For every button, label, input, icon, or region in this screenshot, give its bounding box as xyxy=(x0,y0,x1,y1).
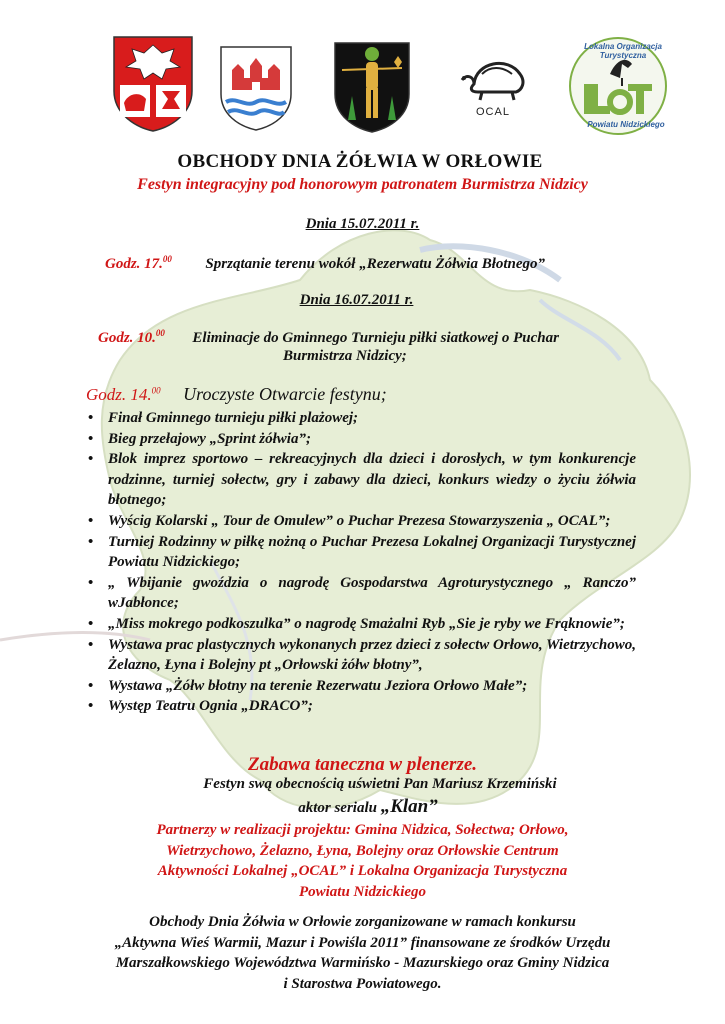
day1-event: Sprzątanie terenu wokół „Rezerwatu Żółwia Błotnego” xyxy=(205,256,546,272)
nidzica-coat-of-arms xyxy=(218,44,294,132)
program-list xyxy=(84,408,636,717)
day1-event-row xyxy=(105,254,545,273)
footer-line2: „Aktywna Wieś Warmii, Mazur i Powiśla 2011” finansowane ze środków Urzędu xyxy=(114,934,611,951)
bullet-icon: • xyxy=(88,533,94,550)
lot-bottom-text: Powiatu Nidzickiego xyxy=(587,120,665,129)
bullet-icon: • xyxy=(88,451,94,468)
opening-event: Uroczyste Otwarcie festynu; xyxy=(183,384,387,404)
list-item: • „ Wbijanie gwoździa o nagrodę Gospodarstwa Agroturystycznego „ Ranczo” wJabłonce; xyxy=(88,574,636,612)
list-item: • Wyścig Kolarski „ Tour de Omulew” o Puchar Prezesa Stowarzyszenia „ OCAL”; xyxy=(84,511,636,532)
guest-line1: Festyn swą obecnością uświetni Pan Mariusz Krzemiński xyxy=(203,776,557,792)
page-subtitle: Festyn integracyjny pod honorowym patronatem Burmistrza Nidzicy xyxy=(137,176,588,193)
opening-row xyxy=(86,384,387,405)
partners-line2: Wietrzychowo, Żelazno, Łyna, Bolejny oraz Orłowskie Centrum xyxy=(166,842,559,859)
footer-block xyxy=(0,912,725,994)
bullet-icon: • xyxy=(88,430,94,447)
guest-line2: aktor serialu „Klan” xyxy=(298,796,438,817)
partners-block xyxy=(0,820,725,902)
list-item: • Finał Gminnego turnieju piłki plażowej; xyxy=(84,408,636,429)
partners-line3: Aktywności Lokalnej „OCAL” i Lokalna Organizacja Turystyczna xyxy=(157,863,568,879)
day2-event-row xyxy=(98,328,559,347)
bullet-icon: • xyxy=(88,512,94,529)
voivodeship-coat-of-arms xyxy=(110,33,196,133)
list-item: • Turniej Rodzinny w piłkę nożną o Puchar Prezesa Lokalnej Organizacji Turystycznej Powiatu Nidzickiego; xyxy=(88,533,636,571)
opening-time: Godz. 14.00 xyxy=(86,385,161,404)
list-item: • Wystawa prac plastycznych wykonanych przez dzieci z sołectw Orłowo, Wietrzychowo, Żelazno, Łyna i Bolejny pt „Orłowski żółw błotny”, xyxy=(88,636,636,674)
day1-time: Godz. 17.00 xyxy=(105,254,172,272)
list-item: • Wystawa „Żółw błotny na terenie Rezerwatu Jeziora Orłowo Małe”; xyxy=(84,676,636,697)
partners-line1: Partnerzy w realizacji projektu: Gmina Nidzica, Sołectwa; Orłowo, xyxy=(156,822,569,838)
page-title: OBCHODY DNIA ŻÓŁWIA W ORŁOWIE xyxy=(177,151,543,172)
lot-ring-text: Lokalna Organizacja Turystyczna xyxy=(584,42,662,60)
list-item: • Występ Teatru Ognia „DRACO”; xyxy=(84,696,636,717)
bullet-icon: • xyxy=(88,677,94,694)
footer-line3: Marszałkowskiego Województwa Warmińsko - Mazurskiego oraz Gminy Nidzica xyxy=(115,955,610,971)
day2-time: Godz. 10.00 xyxy=(98,328,165,346)
bullet-icon: • xyxy=(88,636,94,653)
day2-event-line2: Burmistrza Nidzicy; xyxy=(283,348,407,364)
bullet-icon: • xyxy=(88,410,94,426)
gmina-coat-of-arms xyxy=(332,40,412,134)
list-item: • „Miss mokrego podkoszulka” o nagrodę Smażalni Ryb „Sie je ryby we Frąknowie”; xyxy=(84,614,636,635)
guest-show: „Klan” xyxy=(380,796,438,817)
list-item: • Blok imprez sportowo – rekreacyjnych dla dzieci i dorosłych, w tym konkurencje rodzinne, turniej sołectw, gry i zabawy dla dzieci, konkurs wiedzy o życiu żółwia błotnego; xyxy=(88,451,636,509)
day1-date: Dnia 15.07.2011 r. xyxy=(305,216,420,232)
bullet-icon: • xyxy=(88,574,94,591)
day2-event-line1: Eliminacje do Gminnego Turnieju piłki siatkowej o Puchar xyxy=(192,330,559,346)
partners-line4: Powiatu Nidzickiego xyxy=(298,883,427,900)
list-item: • Bieg przełajowy „Sprint żółwia”; xyxy=(84,429,636,450)
day2-date: Dnia 16.07.2011 r. xyxy=(299,292,414,308)
bullet-icon: • xyxy=(88,698,94,715)
footer-line1: Obchody Dnia Żółwia w Orłowie zorganizowane w ramach konkursu xyxy=(149,914,576,930)
ocal-label: OCAL xyxy=(476,106,510,118)
footer-line4: i Starostwa Powiatowego. xyxy=(283,975,442,992)
bullet-icon: • xyxy=(88,615,94,632)
dance-announcement: Zabawa taneczna w plenerze. xyxy=(247,754,478,775)
